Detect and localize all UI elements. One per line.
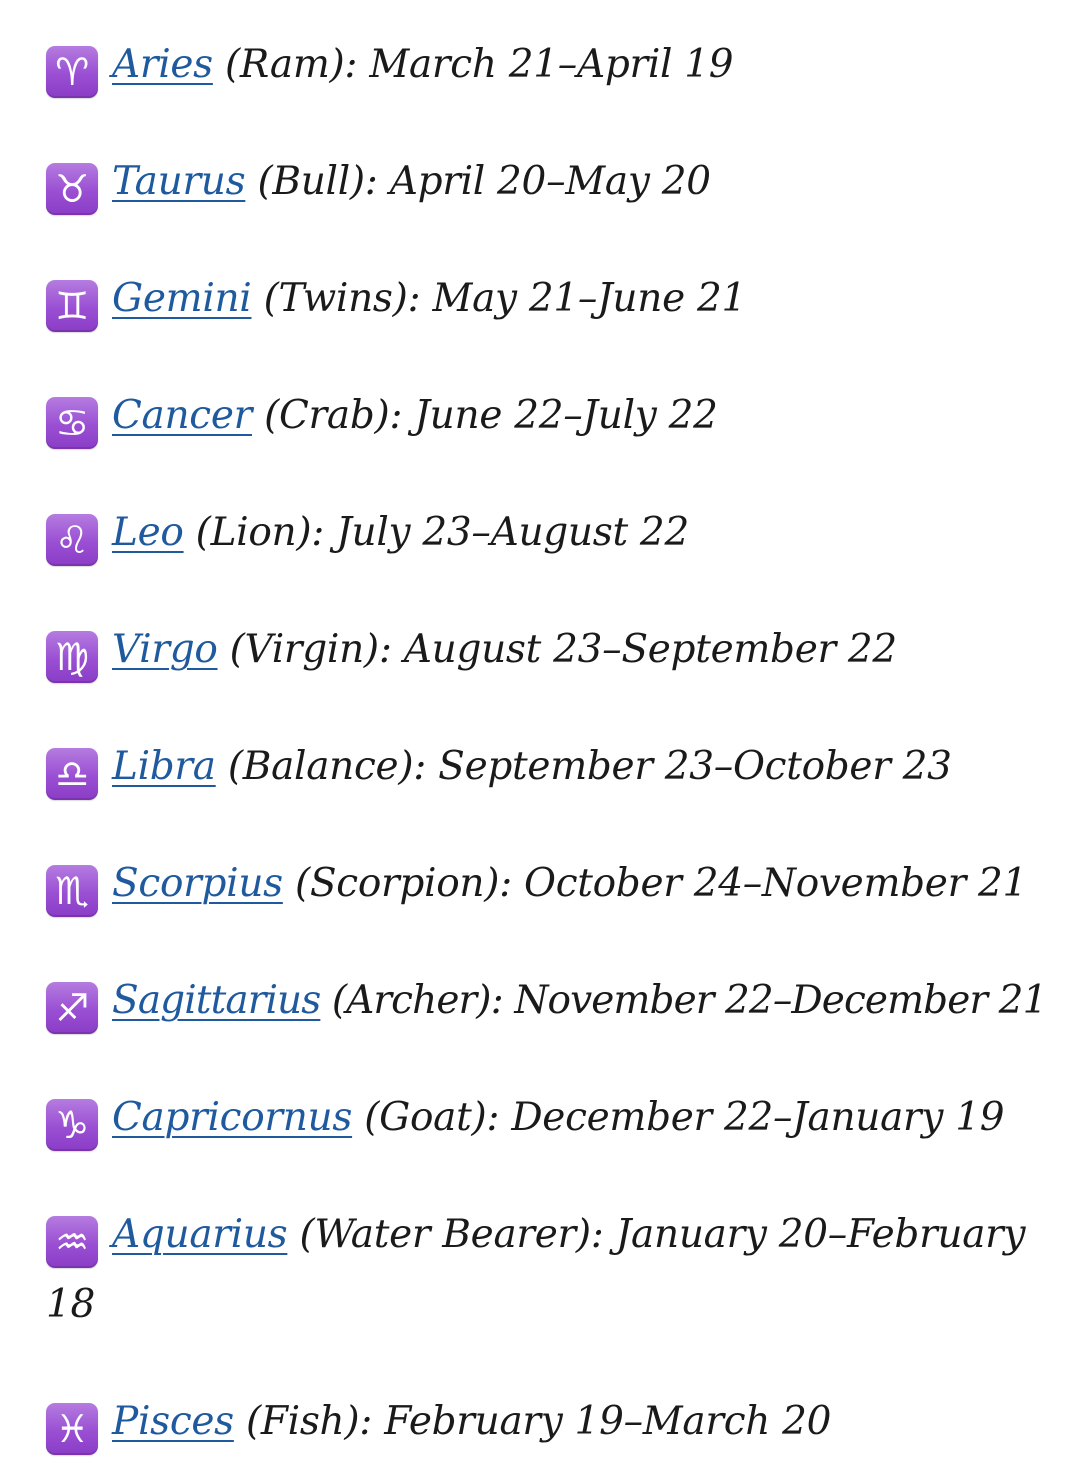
scorpius-link[interactable]: Scorpius — [112, 861, 283, 906]
list-item-aries — [46, 30, 1086, 100]
list-item-sagittarius — [46, 966, 1086, 1036]
list-item-libra — [46, 732, 1086, 802]
aquarius-description: (Water Bearer): January 20–February 18 — [46, 1212, 1026, 1327]
capricornus-icon: ♑ — [46, 1099, 98, 1151]
list-item-taurus — [46, 147, 1086, 217]
virgo-icon: ♍ — [46, 631, 98, 683]
capricornus-link[interactable]: Capricornus — [112, 1095, 353, 1140]
gemini-description: (Twins): May 21–June 21 — [251, 276, 746, 321]
list-item-scorpius — [46, 849, 1086, 919]
taurus-icon: ♉ — [46, 163, 98, 215]
list-item-virgo — [46, 615, 1086, 685]
aquarius-link[interactable]: Aquarius — [112, 1212, 288, 1257]
scorpius-icon: ♏ — [46, 865, 98, 917]
list-item-cancer — [46, 381, 1086, 451]
cancer-link[interactable]: Cancer — [112, 393, 252, 438]
scorpius-description: (Scorpion): October 24–November 21 — [282, 861, 1028, 906]
cancer-icon: ♋ — [46, 397, 98, 449]
sagittarius-link[interactable]: Sagittarius — [112, 978, 321, 1023]
virgo-link[interactable]: Virgo — [112, 627, 218, 672]
pisces-link[interactable]: Pisces — [112, 1399, 234, 1444]
sagittarius-description: (Archer): November 22–December 21 — [320, 978, 1047, 1023]
list-item-capricornus — [46, 1083, 1086, 1153]
list-item-pisces — [46, 1387, 1086, 1457]
aries-description: (Ram): March 21–April 19 — [212, 42, 734, 87]
pisces-icon: ♓ — [46, 1403, 98, 1455]
list-item-aquarius — [46, 1200, 1086, 1340]
leo-link[interactable]: Leo — [112, 510, 184, 555]
leo-icon: ♌ — [46, 514, 98, 566]
aries-icon: ♈ — [46, 46, 98, 98]
list-item-gemini — [46, 264, 1086, 334]
cancer-description: (Crab): June 22–July 22 — [251, 393, 718, 438]
aquarius-icon: ♒ — [46, 1216, 98, 1268]
taurus-link[interactable]: Taurus — [112, 159, 246, 204]
pisces-description: (Fish): February 19–March 20 — [233, 1399, 832, 1444]
leo-description: (Lion): July 23–August 22 — [183, 510, 689, 555]
gemini-link[interactable]: Gemini — [112, 276, 252, 321]
zodiac-list — [46, 30, 1086, 1457]
list-item-leo — [46, 498, 1086, 568]
capricornus-description: (Goat): December 22–January 19 — [352, 1095, 1005, 1140]
libra-link[interactable]: Libra — [112, 744, 216, 789]
libra-description: (Balance): September 23–October 23 — [215, 744, 952, 789]
virgo-description: (Virgin): August 23–September 22 — [217, 627, 897, 672]
gemini-icon: ♊ — [46, 280, 98, 332]
taurus-description: (Bull): April 20–May 20 — [245, 159, 711, 204]
sagittarius-icon: ♐ — [46, 982, 98, 1034]
aries-link[interactable]: Aries — [112, 42, 213, 87]
libra-icon: ♎ — [46, 748, 98, 800]
